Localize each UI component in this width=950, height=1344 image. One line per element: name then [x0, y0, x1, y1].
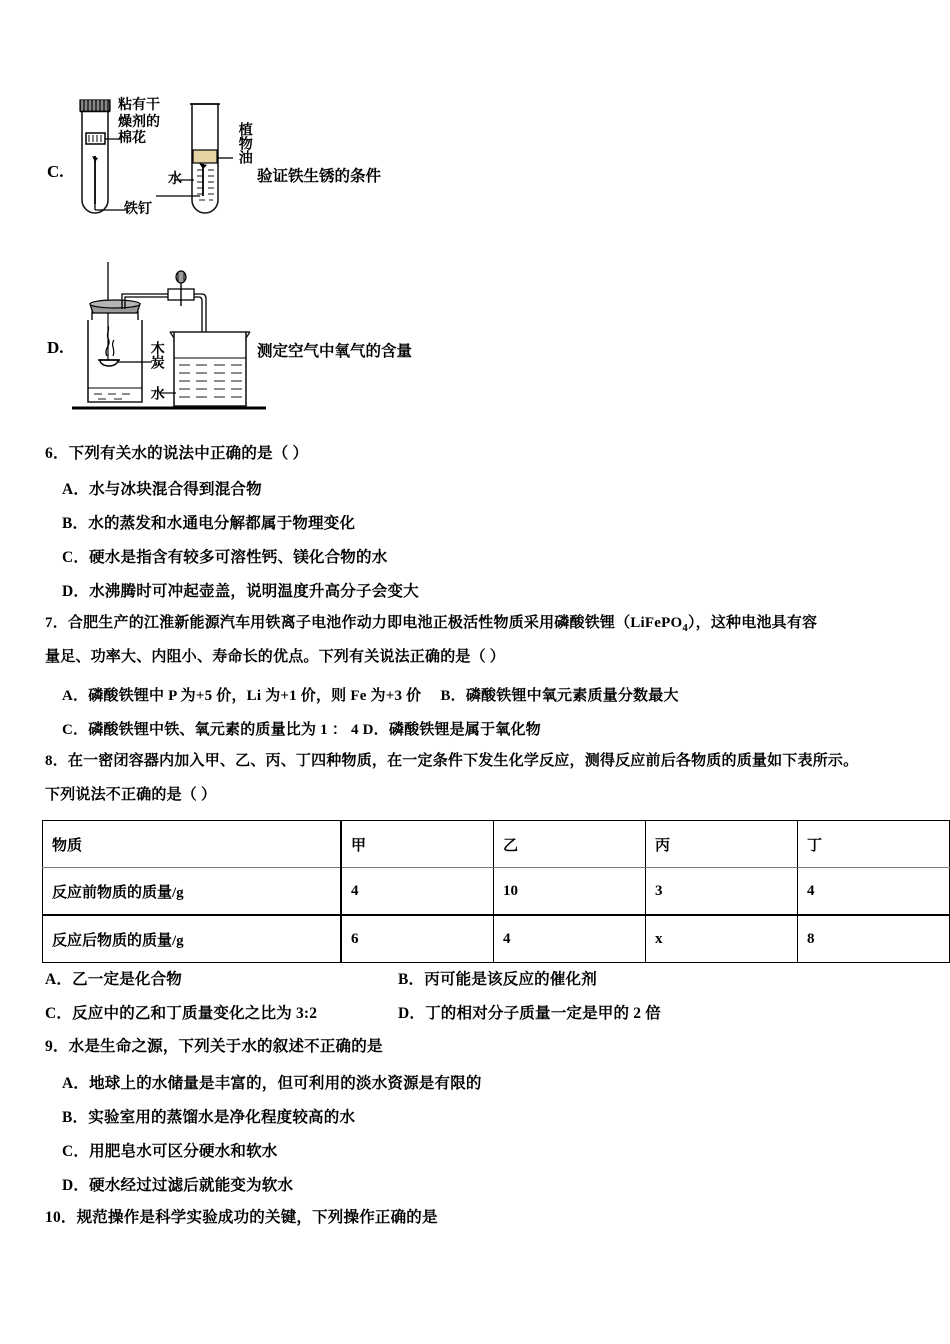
question-9-option-d[interactable]: D．硬水经过过滤后就能变为软水	[62, 1177, 294, 1194]
table-cell-after-yi: 4	[494, 915, 646, 963]
label-desiccant-cotton-l3: 棉花	[118, 131, 146, 147]
label-water-c: 水	[168, 172, 182, 187]
question-6-option-b[interactable]: B．水的蒸发和水通电分解都属于物理变化	[62, 515, 356, 532]
figure-d-svg	[70, 262, 270, 420]
figure-d-letter: D.	[47, 338, 64, 357]
question-9-option-b[interactable]: B．实验室用的蒸馏水是净化程度较高的水	[62, 1109, 356, 1126]
figure-option-d	[70, 262, 270, 420]
table-cell-before-bing: 3	[645, 868, 797, 916]
question-7-stem-pre: 7．合肥生产的江淮新能源汽车用铁离子电池作动力即电池正极活性物质采用磷酸铁锂（LiFePO	[45, 615, 683, 631]
reaction-mass-table	[42, 820, 950, 963]
question-6-stem: 6．下列有关水的说法中正确的是（ ）	[45, 445, 309, 462]
figure-c-svg	[70, 92, 330, 232]
question-10-stem: 10．规范操作是科学实验成功的关键，下列操作正确的是	[45, 1209, 438, 1226]
label-charcoal: 木炭	[148, 341, 164, 369]
question-6-option-a[interactable]: A．水与冰块混合得到混合物	[62, 481, 262, 498]
table-header-jia: 甲	[341, 821, 493, 868]
question-9-option-a[interactable]: A．地球上的水储量是丰富的，但可利用的淡水资源是有限的	[62, 1075, 482, 1092]
label-water-d: 水	[148, 386, 164, 400]
table-cell-before-jia: 4	[341, 868, 493, 916]
question-8-stem-line1: 8．在一密闭容器内加入甲、乙、丙、丁四种物质，在一定条件下发生化学反应，测得反应前后各物质的质量如下表所示。	[45, 753, 859, 769]
question-6-option-c[interactable]: C．硬水是指含有较多可溶性钙、镁化合物的水	[62, 549, 388, 566]
question-8-option-b[interactable]: B．丙可能是该反应的催化剂	[398, 971, 597, 988]
question-7-stem-line1	[45, 614, 817, 635]
table-cell-after-ding: 8	[797, 915, 949, 963]
question-7-formula-subscript: 4	[682, 622, 688, 634]
question-7-stem-post: ），这种电池具有容	[687, 615, 818, 631]
question-7-stem-line2: 量足、功率大、内阻小、寿命长的优点。下列有关说法正确的是（ ）	[45, 649, 505, 665]
figure-c-caption: 验证铁生锈的条件	[257, 168, 382, 185]
question-7-options-line2[interactable]: C．磷酸铁锂中铁、氧元素的质量比为 1 ： 4 D．磷酸铁锂是属于氧化物	[62, 722, 541, 738]
label-desiccant-cotton-l2: 燥剂的	[118, 114, 160, 130]
table-row-label-before: 反应前物质的质量/g	[43, 868, 342, 916]
table-row-label-after: 反应后物质的质量/g	[43, 915, 342, 963]
question-7-options-line1[interactable]: A．磷酸铁锂中 P 为+5 价，Li 为+1 价，则 Fe 为+3 价 B．磷酸铁锂中氧元素质量分数最大	[62, 688, 679, 704]
table-cell-before-yi: 10	[494, 868, 646, 916]
figure-d-caption: 测定空气中氧气的含量	[257, 343, 413, 360]
table-header-ding: 丁	[797, 821, 949, 868]
table-header-bing: 丙	[645, 821, 797, 868]
label-desiccant-cotton	[118, 98, 160, 148]
label-desiccant-cotton-l1: 粘有干	[118, 98, 160, 113]
table-header-yi: 乙	[494, 821, 646, 868]
figure-option-c	[70, 92, 330, 232]
table-cell-after-jia: 6	[341, 915, 493, 963]
table-header-substance: 物质	[43, 821, 342, 868]
table-cell-before-ding: 4	[797, 868, 949, 916]
figure-c-letter: C.	[47, 162, 64, 181]
question-8-stem-line2: 下列说法不正确的是（ ）	[45, 787, 217, 803]
question-8-option-a[interactable]: A．乙一定是化合物	[45, 971, 182, 988]
table-row	[43, 868, 950, 916]
table-row	[43, 915, 950, 963]
label-iron-nail: 铁钉	[124, 202, 152, 217]
label-vegetable-oil: 植物油	[236, 122, 252, 164]
question-8-option-d[interactable]: D．丁的相对分子质量一定是甲的 2 倍	[398, 1005, 661, 1022]
reaction-mass-table-wrap	[42, 820, 950, 963]
question-8-option-c[interactable]: C．反应中的乙和丁质量变化之比为 3:2	[45, 1005, 318, 1022]
table-header-row	[43, 821, 950, 868]
question-9-option-c[interactable]: C．用肥皂水可区分硬水和软水	[62, 1143, 278, 1160]
table-cell-after-bing: x	[645, 915, 797, 963]
question-6-option-d[interactable]: D．水沸腾时可冲起壶盖，说明温度升高分子会变大	[62, 583, 419, 600]
question-9-stem: 9．水是生命之源，下列关于水的叙述不正确的是	[45, 1038, 383, 1055]
